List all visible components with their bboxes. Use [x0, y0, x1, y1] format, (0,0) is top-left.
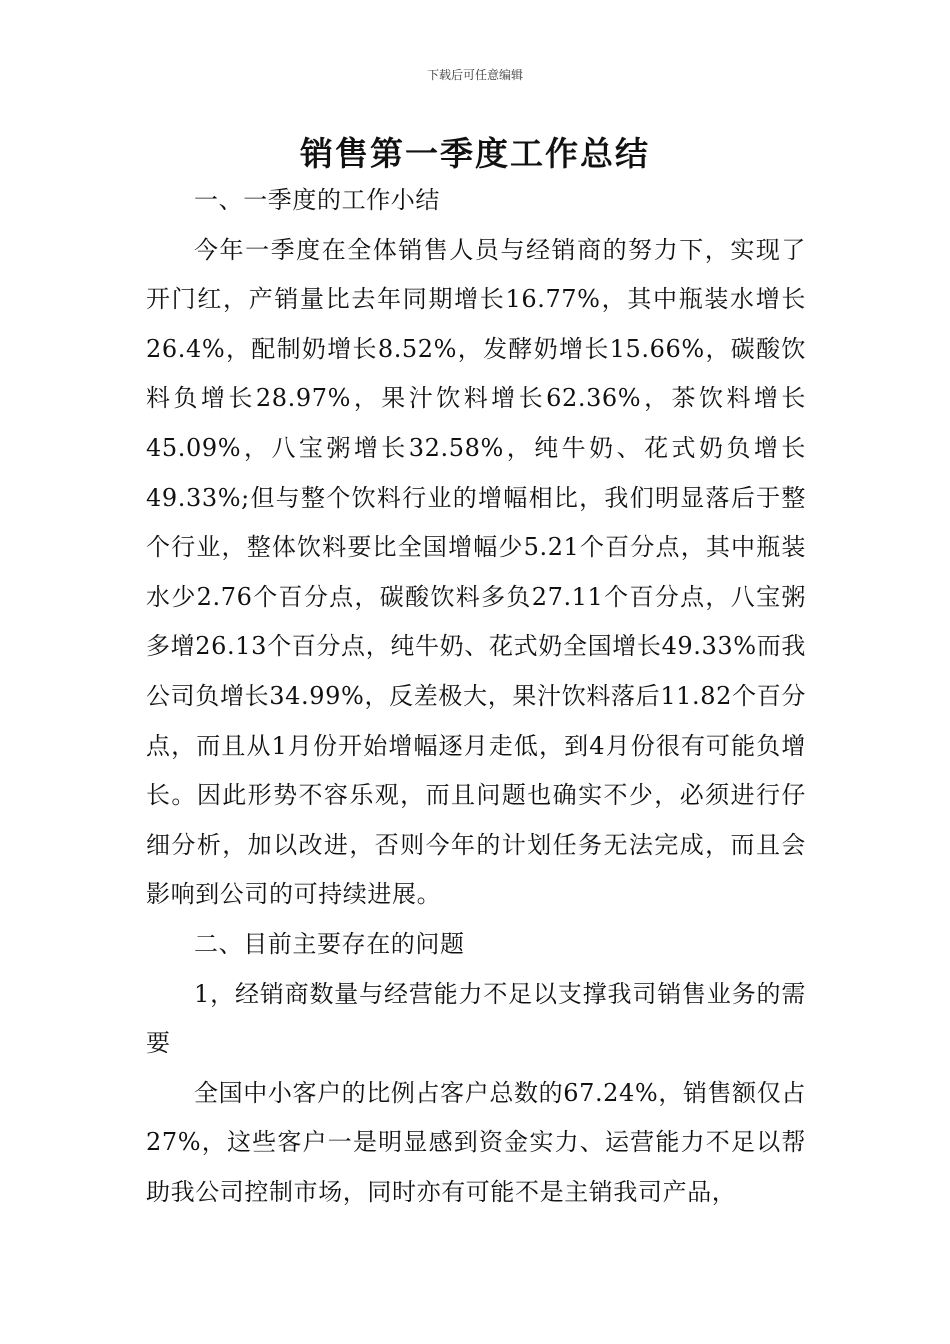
document-body [146, 176, 806, 1217]
page-title: 销售第一季度工作总结 [300, 134, 650, 173]
section-heading-2: 二、目前主要存在的问题 [194, 929, 465, 958]
paragraph-customers: 全国中小客户的比例占客户总数的67.24%，销售额仅占27%，这些客户一是明显感到资金实力、运营能力不足以帮助我公司控制市场，同时亦有可能不是主销我司产品， [146, 1078, 806, 1206]
header-note: 下载后可任意编辑 [426, 68, 523, 82]
section-heading-1: 一、一季度的工作小结 [194, 186, 440, 214]
subheading-1: 1，经销商数量与经营能力不足以支撑我司销售业务的需要 [146, 979, 806, 1058]
paragraph-summary: 今年一季度在全体销售人员与经销商的努力下，实现了开门红，产销量比去年同期增长16.77%，其中瓶装水增长26.4%，配制奶增长8.52%，发酵奶增长15.66%，碳酸饮料负增长28.97%，果汁饮料增长62.36%，茶饮料增长45.09%，八宝粥增长32.58%，纯牛奶、花式奶负增长49.33%;但与整个饮料行业的增幅相比，我们明显落后于整个行业，整体饮料要比全国增幅少5.21个百分点，其中瓶装水少2.76个百分点，碳酸饮料多负27.11个百分点，八宝粥多增26.13个百分点，纯牛奶、花式奶全国增长49.33%而我公司负增长34.99%，反差极大，果汁饮料落后11.82个百分点，而且从1月份开始增幅逐月走低，到4月份很有可能负增长。因此形势不容乐观，而且问题也确实不少，必须进行仔细分析，加以改进，否则今年的计划任务无法完成，而且会影响到公司的可持续进展。 [146, 235, 806, 909]
